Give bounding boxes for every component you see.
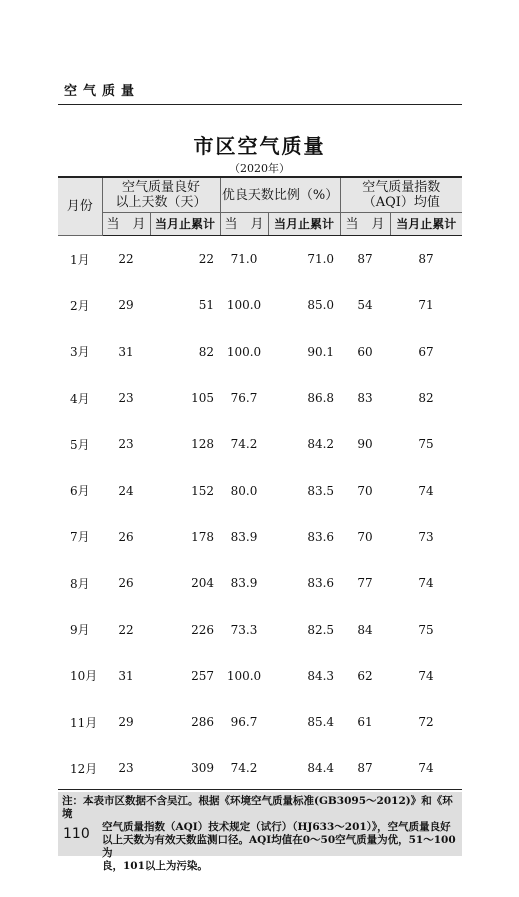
aqi-cumulative-cell: 72: [418, 715, 434, 730]
good-days-cumulative-cell: 226: [191, 622, 215, 637]
table-row: [58, 514, 462, 560]
good-days-current-cell: 22: [118, 622, 134, 637]
good-days-current-cell: 23: [118, 761, 134, 776]
good-ratio-cumulative-cell: 83.5: [307, 483, 335, 498]
good-days-current-header: 当 月: [102, 213, 150, 236]
aqi-current-header: 当 月: [340, 213, 390, 236]
good-ratio-current-cell: 74.2: [230, 761, 258, 776]
table-row: [58, 653, 462, 699]
aqi-cumulative-cell: 87: [418, 252, 434, 267]
aqi-header-line2: （AQI）均值: [362, 195, 440, 210]
good-ratio-cumulative-cell: 84.4: [307, 761, 335, 776]
good-days-cumulative-cell: 22: [198, 252, 215, 267]
section-label: 空气质量: [64, 84, 141, 99]
aqi-header-line1: 空气质量指数: [362, 180, 441, 195]
page-subtitle: （2020年）: [229, 162, 290, 175]
good-ratio-current-cell: 71.0: [230, 252, 258, 267]
aqi-current-cell: 61: [357, 715, 373, 730]
aqi-current-cell: 90: [357, 437, 373, 452]
month-cell: 6月: [70, 484, 90, 499]
good-ratio-current-cell: 96.7: [230, 715, 258, 730]
table-row: [58, 375, 462, 421]
aqi-current-cell: 70: [357, 529, 373, 544]
good-days-current-cell: 22: [118, 252, 134, 267]
month-cell: 4月: [70, 391, 90, 406]
month-cell: 8月: [70, 576, 90, 591]
good-ratio-cumulative-cell: 84.3: [307, 668, 335, 683]
good-ratio-current-cell: 100.0: [226, 668, 262, 683]
aqi-cumulative-header: 当月止累计: [390, 213, 462, 236]
month-cell: 1月: [70, 252, 90, 267]
header-divider: [58, 104, 462, 105]
month-cell: 12月: [70, 761, 98, 776]
aqi-cumulative-cell: 74: [418, 668, 434, 683]
good-ratio-current-cell: 76.7: [230, 391, 258, 406]
good-days-current-cell: 31: [118, 344, 134, 359]
aqi-cumulative-cell: 75: [418, 437, 434, 452]
good-days-current-cell: 23: [118, 391, 134, 406]
air-quality-table: [58, 176, 462, 792]
table-row: [58, 745, 462, 791]
month-cell: 9月: [70, 623, 90, 638]
good-days-cumulative-cell: 286: [191, 715, 215, 730]
month-cell: 2月: [70, 298, 90, 313]
aqi-cumulative-cell: 74: [418, 576, 434, 591]
aqi-current-cell: 83: [357, 391, 373, 406]
good-ratio-current-cell: 100.0: [226, 298, 262, 313]
note-line-1: 注：本表市区数据不含吴江。根据《环境空气质量标准(GB3095～2012)》和《环境: [62, 795, 453, 820]
aqi-cumulative-cell: 67: [418, 344, 434, 359]
month-cell: 7月: [70, 530, 90, 545]
aqi-cumulative-cell: 82: [418, 391, 434, 406]
good-days-cumulative-cell: 178: [191, 529, 215, 544]
good-ratio-group-header: [220, 177, 340, 213]
month-column-header: 月份: [58, 177, 102, 236]
aqi-current-cell: 54: [357, 298, 373, 313]
aqi-cumulative-cell: 74: [418, 761, 434, 776]
table-bottom-rule: [58, 789, 462, 790]
table-row: [58, 236, 462, 283]
aqi-cumulative-cell: 71: [418, 298, 434, 313]
page-number: 110: [63, 826, 90, 842]
table-row: [58, 560, 462, 606]
aqi-current-cell: 62: [357, 668, 373, 683]
good-ratio-current-cell: 83.9: [230, 529, 258, 544]
note-line-4: 良，101以上为污染。: [102, 860, 208, 872]
month-cell: 11月: [70, 715, 98, 730]
aqi-current-cell: 60: [357, 344, 373, 359]
note-line-3: 以上天数为有效天数监测口径。AQI均值在0～50空气质量为优，51～100为: [102, 834, 456, 859]
good-ratio-cumulative-cell: 90.1: [307, 344, 335, 359]
good-ratio-current-header: 当 月: [220, 213, 268, 236]
aqi-group-header: [340, 177, 462, 213]
good-days-group-header: [102, 177, 220, 213]
table-row: [58, 699, 462, 745]
good-ratio-cumulative-cell: 83.6: [307, 529, 335, 544]
good-ratio-cumulative-cell: 85.0: [307, 298, 335, 313]
good-ratio-cumulative-cell: 84.2: [307, 437, 335, 452]
good-days-cumulative-cell: 152: [191, 483, 215, 498]
good-days-current-cell: 29: [118, 715, 134, 730]
good-days-current-cell: 31: [118, 668, 134, 683]
good-ratio-cumulative-header: 当月止累计: [268, 213, 340, 236]
month-cell: 3月: [70, 345, 90, 360]
table-row: [58, 467, 462, 513]
good-days-current-cell: 23: [118, 437, 134, 452]
month-cell: 5月: [70, 437, 90, 452]
good-ratio-cumulative-cell: 85.4: [307, 715, 335, 730]
aqi-cumulative-cell: 74: [418, 483, 434, 498]
good-days-cumulative-cell: 82: [198, 344, 215, 359]
good-days-header-line2: 以上天数（天）: [115, 195, 207, 210]
aqi-current-cell: 84: [357, 622, 373, 637]
aqi-current-cell: 77: [357, 576, 373, 591]
good-days-cumulative-cell: 257: [191, 668, 215, 683]
good-days-cumulative-header: 当月止累计: [150, 213, 220, 236]
aqi-current-cell: 87: [357, 761, 373, 776]
table-note: [62, 795, 458, 873]
good-days-cumulative-cell: 128: [191, 437, 215, 452]
good-ratio-current-cell: 74.2: [230, 437, 258, 452]
table-row: [58, 282, 462, 328]
good-days-current-cell: 26: [118, 576, 134, 591]
good-ratio-current-cell: 73.3: [230, 622, 258, 637]
page-title: 市区空气质量: [193, 134, 326, 158]
good-ratio-cumulative-cell: 86.8: [307, 391, 335, 406]
good-days-current-cell: 29: [118, 298, 134, 313]
good-days-cumulative-cell: 51: [198, 298, 215, 313]
good-ratio-current-cell: 83.9: [230, 576, 258, 591]
good-ratio-cumulative-cell: 82.5: [307, 622, 335, 637]
table-row: [58, 606, 462, 652]
good-days-cumulative-cell: 204: [191, 576, 215, 591]
good-ratio-current-cell: 100.0: [226, 344, 262, 359]
good-ratio-cumulative-cell: 83.6: [307, 576, 335, 591]
good-days-current-cell: 26: [118, 529, 134, 544]
good-ratio-header-line1: 优良天数比例（%）: [221, 187, 339, 203]
table-body: [58, 236, 462, 792]
good-days-current-cell: 24: [118, 483, 134, 498]
aqi-cumulative-cell: 75: [418, 622, 434, 637]
good-ratio-current-cell: 80.0: [230, 483, 258, 498]
air-quality-table-container: [58, 176, 462, 792]
table-row: [58, 329, 462, 375]
good-ratio-cumulative-cell: 71.0: [307, 252, 335, 267]
good-days-cumulative-cell: 105: [191, 391, 215, 406]
aqi-cumulative-cell: 73: [418, 529, 434, 544]
aqi-current-cell: 70: [357, 483, 373, 498]
aqi-current-cell: 87: [357, 252, 373, 267]
note-line-2: 空气质量指数（AQI）技术规定（试行）（HJ633～201）》，空气质量良好: [102, 821, 451, 833]
month-cell: 10月: [70, 669, 98, 684]
table-row: [58, 421, 462, 467]
good-days-header-line1: 空气质量良好: [122, 180, 201, 195]
good-days-cumulative-cell: 309: [191, 761, 215, 776]
